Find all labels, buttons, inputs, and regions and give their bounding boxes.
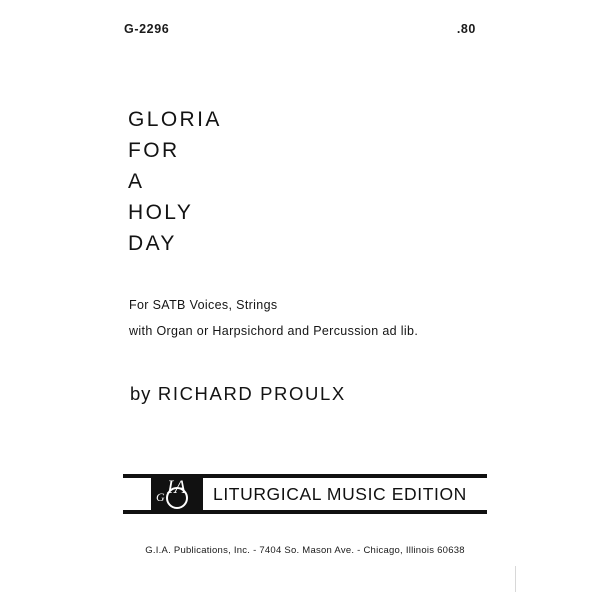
publisher-imprint: G.I.A. Publications, Inc. - 7404 So. Mason Ave. - Chicago, Illinois 60638	[145, 545, 465, 556]
page-edge-artifact	[515, 566, 516, 592]
title-line-2: FOR	[128, 139, 180, 162]
logo-letters-ia: IA	[167, 477, 187, 498]
catalog-row	[124, 22, 476, 36]
page-title	[128, 104, 222, 259]
composer-credit	[130, 383, 346, 405]
title-line-3: A	[128, 170, 145, 193]
publisher-band	[123, 474, 487, 514]
composer-name: RICHARD PROULX	[157, 383, 346, 404]
title-line-4: HOLY	[128, 201, 194, 224]
composer-prefix: by	[130, 383, 152, 404]
subtitle-line-2: with Organ or Harpsichord and Percussion ad lib.	[129, 324, 419, 338]
publisher-band-text: LITURGICAL MUSIC EDITION	[211, 481, 469, 507]
title-line-1: GLORIA	[128, 108, 222, 131]
title-line-5: DAY	[128, 232, 177, 255]
price-label: .80	[456, 22, 476, 36]
catalog-number: G-2296	[124, 22, 170, 36]
gia-logo-icon	[151, 475, 203, 513]
logo-letter-g: G	[156, 490, 165, 504]
subtitle-block	[129, 292, 418, 344]
subtitle-line-1: For SATB Voices, Strings	[129, 298, 278, 312]
